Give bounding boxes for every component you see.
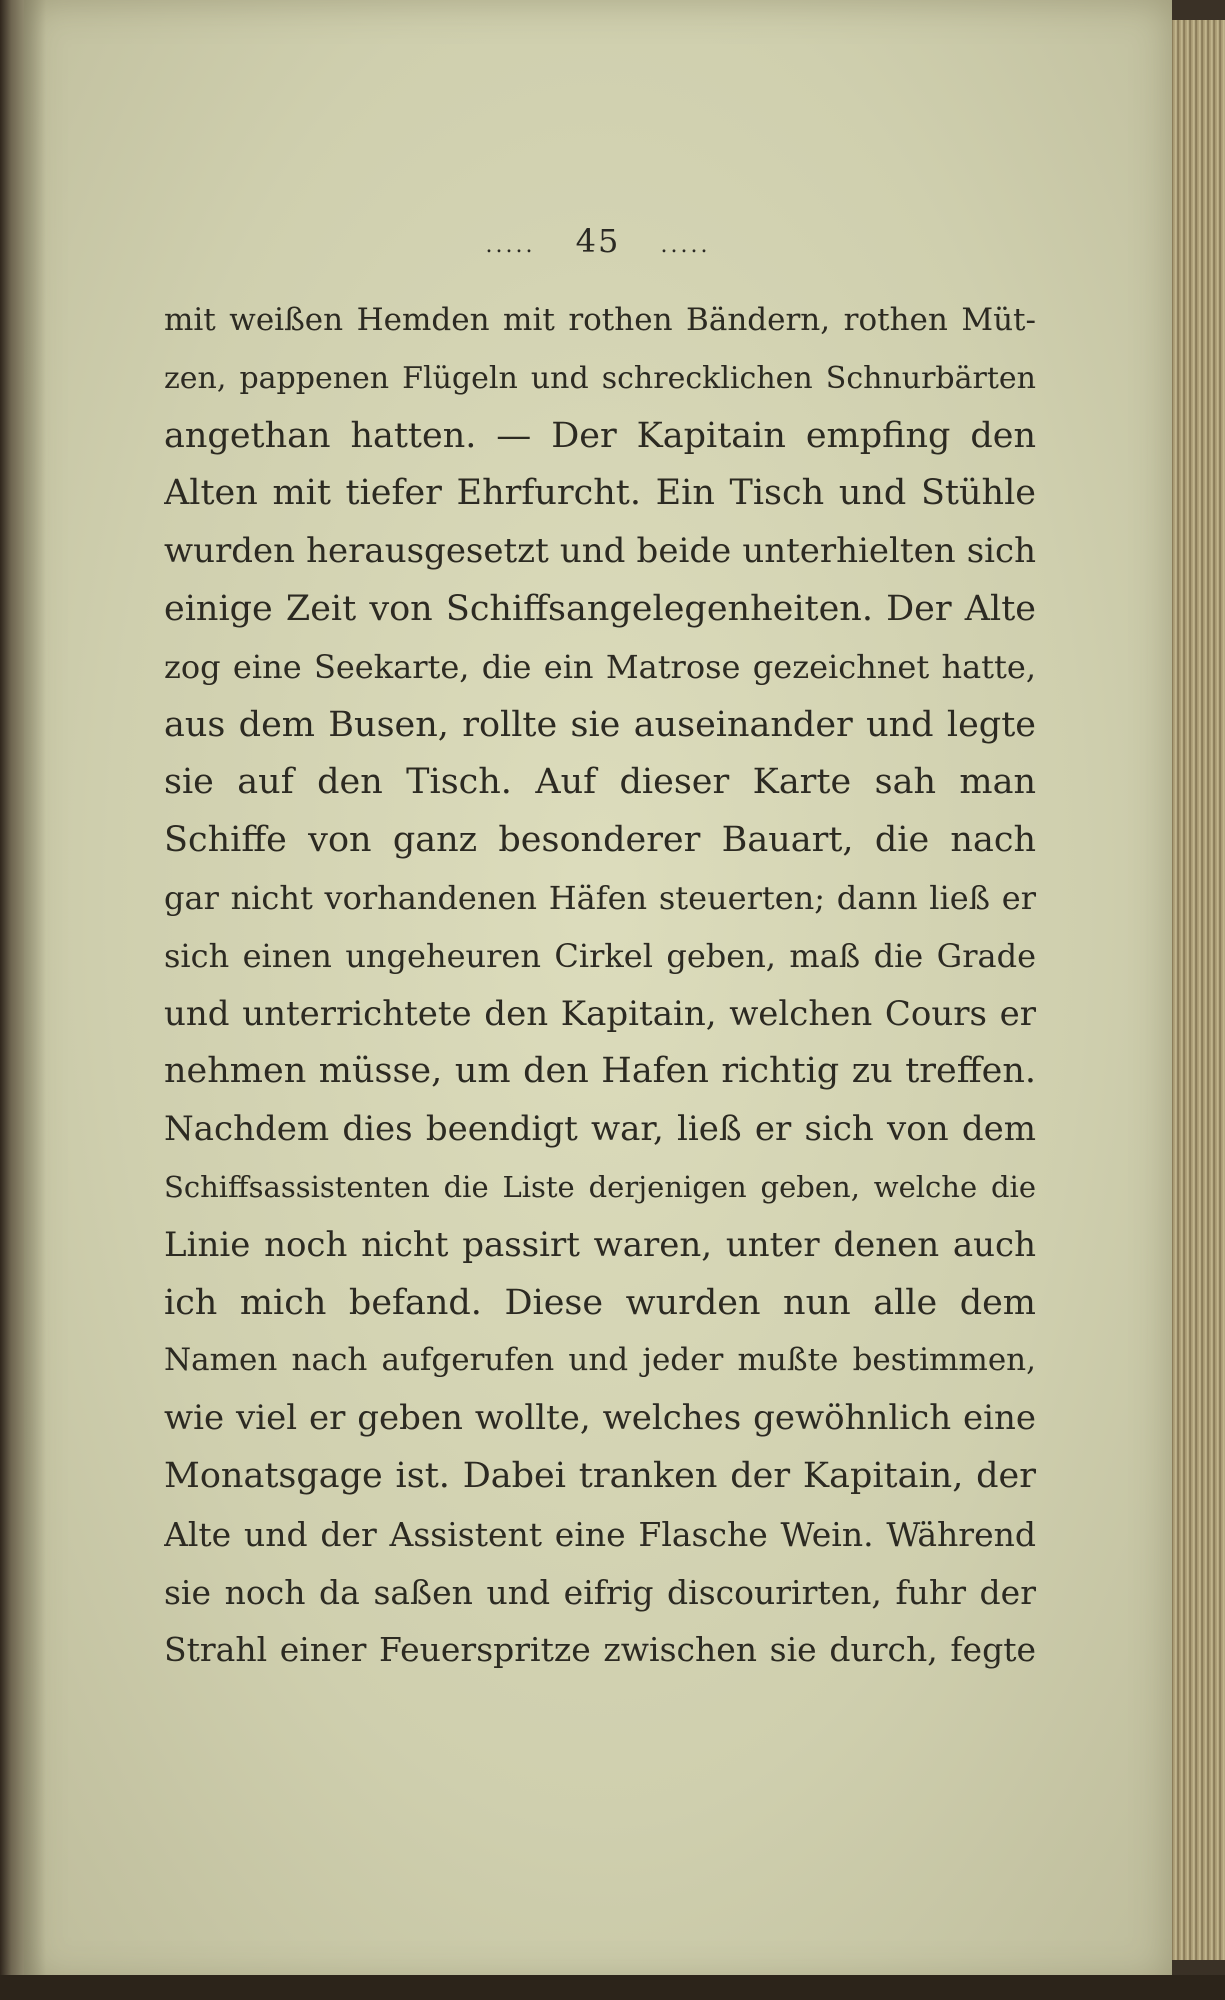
header-dots-left: ..... bbox=[485, 233, 536, 258]
page-gutter bbox=[24, 0, 46, 1985]
text-line: angethan hatten. — Der Kapitain empfing den bbox=[164, 415, 1036, 456]
text-line: Schiffe von ganz besonderer Bauart, die nach bbox=[164, 820, 1036, 861]
page-header bbox=[24, 222, 1172, 260]
text-line: Nachdem dies beendigt war, ließ er sich von dem bbox=[164, 1109, 1036, 1150]
text-line: Monatsgage ist. Dabei tranken der Kapitain, der bbox=[164, 1455, 1036, 1496]
text-line: Strahl einer Feuerspritze zwischen sie durch, fegte bbox=[164, 1630, 1036, 1670]
text-line: Namen nach aufgerufen und jeder mußte bestimmen, bbox=[164, 1342, 1036, 1379]
text-line: ich mich befand. Diese wurden nun alle dem bbox=[164, 1282, 1036, 1323]
text-line: Alten mit tiefer Ehrfurcht. Ein Tisch und Stühle bbox=[164, 473, 1036, 514]
text-line: wie viel er geben wollte, welches gewöhnlich eine bbox=[164, 1398, 1036, 1439]
text-line: mit weißen Hemden mit rothen Bändern, rothen Müt- bbox=[164, 302, 1036, 338]
text-line: sie auf den Tisch. Auf dieser Karte sah man bbox=[164, 762, 1036, 803]
bottom-edge bbox=[0, 1975, 1225, 2000]
text-line: wurden herausgesetzt und beide unterhielten sich bbox=[164, 531, 1036, 572]
book-page bbox=[24, 0, 1172, 1985]
body-text bbox=[164, 292, 1036, 1679]
text-line: sich einen ungeheuren Cirkel geben, maß die Grade bbox=[164, 936, 1036, 975]
text-line: zen, pappenen Flügeln und schrecklichen Schnurbärten bbox=[164, 360, 1036, 396]
text-line: einige Zeit von Schiffsangelegenheiten. Der Alte bbox=[164, 588, 1036, 629]
page-number: 45 bbox=[575, 222, 621, 260]
text-line: zog eine Seekarte, die ein Matrose gezeichnet hatte, bbox=[164, 647, 1036, 686]
text-line: sie noch da saßen und eifrig discourirten, fuhr der bbox=[164, 1572, 1036, 1612]
text-line: Schiffsassistenten die Liste derjenigen geben, welche die bbox=[164, 1169, 1036, 1204]
text-line: aus dem Busen, rollte sie auseinander und legte bbox=[164, 704, 1036, 745]
header-dots-right: ..... bbox=[660, 233, 711, 258]
text-line: gar nicht vorhandenen Häfen steuerten; dann ließ er bbox=[164, 878, 1036, 917]
text-line: Alte und der Assistent eine Flasche Wein. Während bbox=[164, 1514, 1036, 1554]
text-line: nehmen müsse, um den Hafen richtig zu treffen. bbox=[164, 1051, 1036, 1092]
text-line: und unterrichtete den Kapitain, welchen Cours er bbox=[164, 993, 1036, 1034]
text-line: Linie noch nicht passirt waren, unter denen auch bbox=[164, 1224, 1036, 1265]
